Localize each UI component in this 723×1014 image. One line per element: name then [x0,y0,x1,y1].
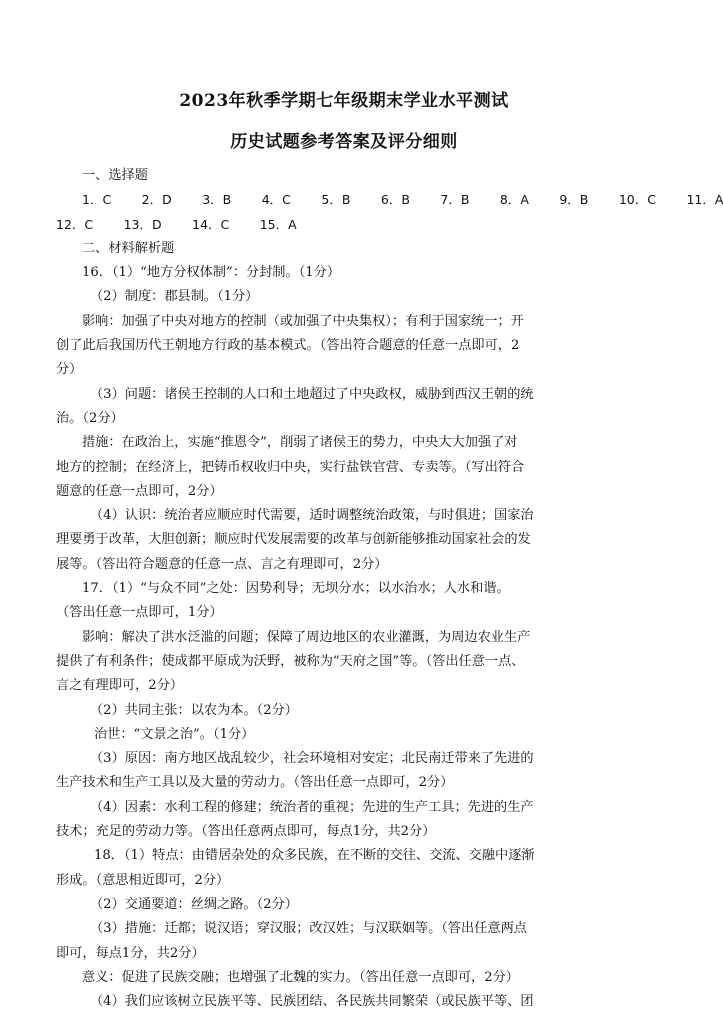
text-line: 地方的控制；在经济上，把铸币权收归中央，实行盐铁官营、专卖等。（写出符合 [56,459,525,475]
text-line: （3）问题：诸侯王控制的人口和土地超过了中央政权，威胁到西汉王朝的统 [90,386,534,402]
text-line: （答出任意一点即可，1分） [56,605,223,621]
text-line: 治世：“文景之治”。（1分） [94,726,255,742]
text-line: 影响：加强了中央对地方的控制（或加强了中央集权）；有利于国家统一；开 [82,313,524,329]
text-line: 影响：解决了洪水泛滥的问题；保障了周边地区的农业灌溉，为周边农业生产 [82,629,531,645]
text-line: 治。（2分） [56,410,124,426]
text-line: 16．（1）“地方分权体制”：分封制。（1分） [82,265,341,281]
text-line: 意义：促进了民族交融；也增强了北魏的实力。（答出任意一点即可，2分） [82,969,519,985]
text-line: （4）认识：统治者应顺应时代需要，适时调整统治政策，与时俱进；国家治 [90,508,534,524]
text-line: 措施：在政治上，实施“推恩令”，削弱了诸侯王的势力，中央大大加强了对 [82,435,518,451]
text-line: 提供了有利条件；使成都平原成为沃野，被称为“天府之国”等。（答出任意一点、 [56,653,525,669]
text-line: 18．（1）特点：由错居杂处的众多民族，在不断的交往、交流、交融中逐渐 [94,848,535,864]
text-line: 生产技术和生产工具以及大量的劳动力。（答出任意一点即可，2分） [56,775,454,791]
text-line: （2）制度：郡县制。（1分） [90,289,259,305]
text-line: （3）措施：迁都；说汉语；穿汉服；改汉姓；与汉联姻等。（答出任意两点 [90,921,527,937]
text-line: （3）原因：南方地区战乱较少，社会环境相对安定；北民南迁带来了先进的 [90,751,534,767]
text-line: 创了此后我国历代王朝地方行政的基本模式。（答出符合题意的任意一点即可，2 [56,338,520,354]
text-line: 17．（1）“与众不同”之处：因势利导；无坝分水；以水治水；人水和谐。 [82,581,510,597]
document-title: 2023年秋季学期七年级期末学业水平测试 [179,91,509,111]
document-subtitle: 历史试题参考答案及评分细则 [230,132,458,152]
text-line: 言之有理即可，2分） [56,678,184,694]
text-line: 二、材料解析题 [82,240,175,256]
text-line: 即可，每点1分，共2分） [56,945,205,961]
text-line: 理要勇于改革，大胆创新；顺应时代发展需要的改革与创新能够推动国家社会的发 [56,532,531,548]
text-line: （4）因素：水利工程的修建；统治者的重视；先进的生产工具；先进的生产 [90,799,534,815]
text-line: 1．C 2．D 3．B 4．C 5．B 6．B 7．B 8．A 9．B 10．C 11．A [82,192,723,208]
text-line: （4）我们应该树立民族平等、民族团结、各民族共同繁荣（或民族平等、团 [90,994,534,1010]
text-line: （2）交通要道：丝绸之路。（2分） [90,896,298,912]
text-line: 形成。（意思相近即可，2分） [56,872,230,888]
answer-body [56,164,723,1014]
text-line: 技术；充足的劳动力等。（答出任意两点即可，每点1分，共2分） [56,824,436,840]
text-line: 题意的任意一点即可，2分） [56,483,223,499]
text-line: 一、选择题 [82,168,148,183]
text-line: 分） [56,362,83,378]
text-line: （2）共同主张：以农为本。（2分） [90,702,298,718]
text-line: 展等。（答出符合题意的任意一点、言之有理即可，2分） [56,556,388,572]
text-line: 12．C 13．D 14．C 15．A [56,216,297,232]
